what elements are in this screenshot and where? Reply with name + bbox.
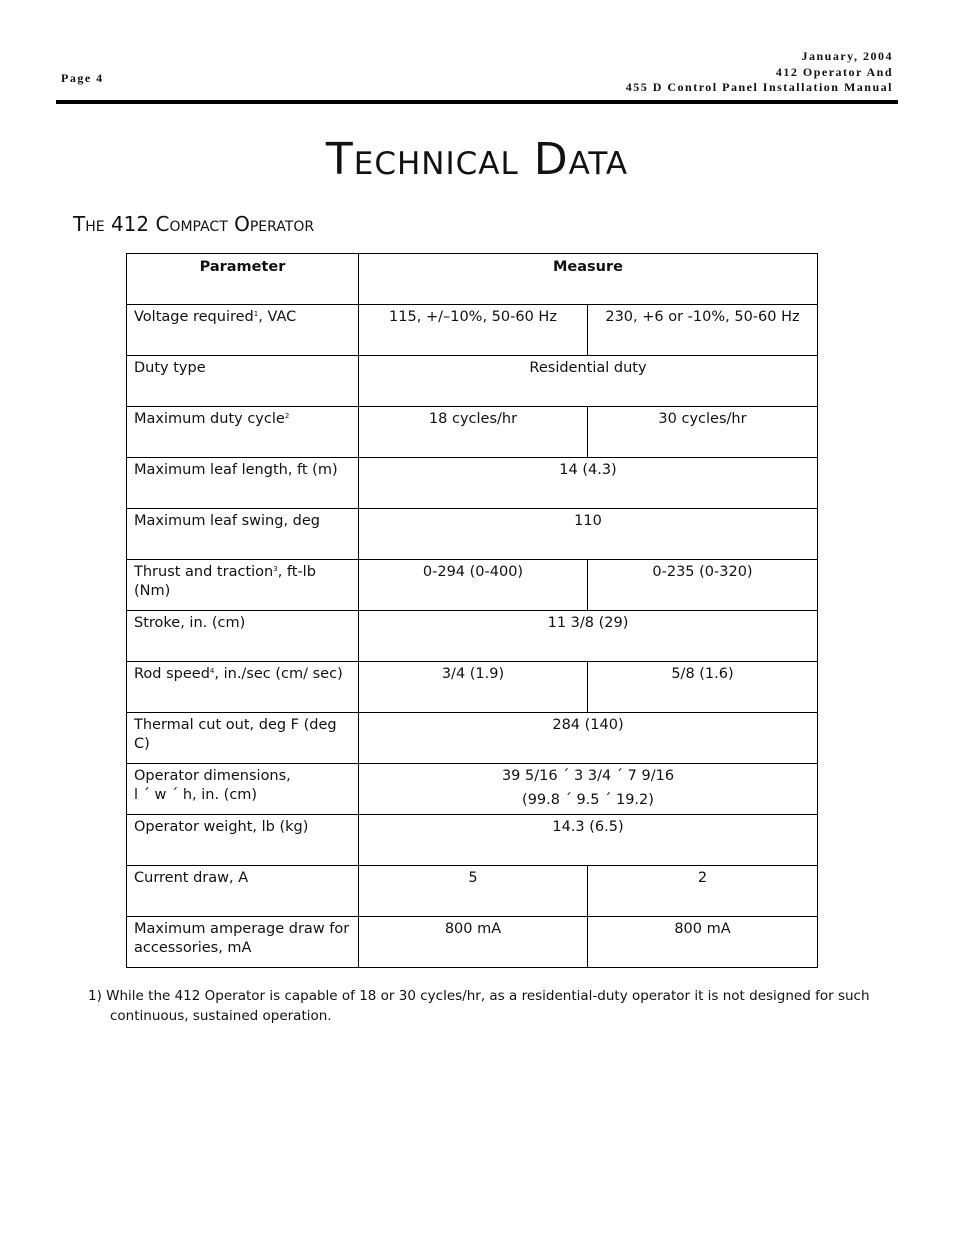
table-row	[127, 356, 818, 407]
parameter-label-suffix: , ft-lb (Nm)	[134, 564, 316, 599]
parameter-label: Maximum duty cycle	[134, 411, 285, 427]
parameter-label: Maximum amperage draw for accessories, mA	[134, 921, 350, 956]
measure-value: 0-235 (0-320)	[652, 564, 753, 580]
measure-value: 14 (4.3)	[559, 462, 617, 478]
table-row	[127, 305, 818, 356]
page-title: Technical Data	[325, 134, 629, 185]
footnote-ref: 2	[284, 412, 290, 420]
parameter-label: Maximum leaf swing, deg	[134, 513, 320, 529]
measure-value: 3/4 (1.9)	[441, 666, 505, 682]
parameter-cell	[127, 662, 359, 713]
parameter-cell	[127, 356, 359, 407]
table-row	[127, 509, 818, 560]
measure-cell	[359, 764, 818, 815]
footnote-ref: 4	[209, 667, 215, 675]
technical-data-table	[126, 253, 818, 968]
measure-cell	[588, 866, 818, 917]
measure-value: Residential duty	[529, 360, 647, 376]
parameter-label: Maximum leaf length, ft (m)	[134, 462, 338, 478]
measure-value: 110	[574, 513, 602, 529]
parameter-cell	[127, 917, 359, 968]
measure-value: 2	[697, 870, 708, 886]
parameter-label: Voltage required	[134, 309, 254, 325]
measure-cell	[359, 560, 588, 611]
measure-value: 5	[468, 870, 478, 886]
table-row	[127, 662, 818, 713]
measure-cell	[588, 407, 818, 458]
header-measure: Measure	[359, 254, 818, 305]
measure-cell	[588, 560, 818, 611]
parameter-label: Operator dimensions,	[134, 768, 291, 784]
page-number: Page 4	[61, 71, 104, 85]
parameter-label-line2: l ´ w ´ h, in. (cm)	[134, 787, 258, 803]
footnote: 1) While the 412 Operator is capable of 18 or 30 cycles/hr, as a residential-duty operator it is not designed for such continuous, sustained operation.	[88, 988, 870, 1024]
table-row	[127, 458, 818, 509]
table-row	[127, 407, 818, 458]
measure-cell	[359, 305, 588, 356]
parameter-label-suffix: , VAC	[258, 309, 297, 325]
parameter-label: Duty type	[134, 360, 206, 376]
measure-value: 800 mA	[444, 921, 502, 937]
measure-cell	[359, 662, 588, 713]
section-title: The 412 Compact Operator	[73, 212, 315, 236]
parameter-cell	[127, 407, 359, 458]
footnote-ref: 3	[273, 565, 278, 573]
measure-value: 14.3 (6.5)	[552, 819, 624, 835]
measure-value: 39 5/16 ´ 3 3/4 ´ 7 9/16	[501, 768, 675, 784]
measure-value: 230, +6 or -10%, 50-60 Hz	[605, 309, 800, 325]
table-row	[127, 713, 818, 764]
table-header-row	[127, 254, 818, 305]
measure-value: 800 mA	[674, 921, 731, 937]
measure-cell	[359, 509, 818, 560]
table-row	[127, 917, 818, 968]
measure-cell	[588, 662, 818, 713]
parameter-label: Thermal cut out, deg F (deg C)	[134, 717, 337, 752]
measure-cell	[359, 356, 818, 407]
header-rule	[56, 100, 898, 104]
table-row	[127, 611, 818, 662]
measure-cell	[359, 407, 588, 458]
table-row	[127, 560, 818, 611]
parameter-label-suffix: , in./sec (cm/ sec)	[214, 666, 343, 682]
measure-value: 18 cycles/hr	[428, 411, 518, 427]
parameter-cell	[127, 560, 359, 611]
measure-value: 0-294 (0-400)	[422, 564, 524, 580]
parameter-label: Stroke, in. (cm)	[134, 615, 246, 631]
measure-value: 11 3/8 (29)	[547, 615, 629, 631]
table-body	[127, 305, 818, 968]
parameter-cell	[127, 815, 359, 866]
parameter-cell	[127, 305, 359, 356]
header-date: January, 2004	[801, 49, 893, 63]
measure-value-line2: (99.8 ´ 9.5 ´ 19.2)	[522, 792, 654, 808]
measure-value: 30 cycles/hr	[658, 411, 747, 427]
running-header	[626, 49, 893, 96]
parameter-cell	[127, 764, 359, 815]
measure-value: 284 (140)	[552, 717, 624, 733]
parameter-label: Thrust and traction	[134, 564, 274, 580]
measure-cell	[359, 917, 588, 968]
header-doc-line1: 412 Operator And	[775, 64, 893, 79]
measure-cell	[359, 458, 818, 509]
measure-cell	[588, 305, 818, 356]
measure-cell	[359, 866, 588, 917]
parameter-label: Rod speed	[134, 666, 210, 682]
parameter-cell	[127, 713, 359, 764]
parameter-cell	[127, 866, 359, 917]
measure-cell	[359, 611, 818, 662]
footnote-ref: 1	[253, 310, 259, 318]
table-row	[127, 815, 818, 866]
measure-cell	[359, 713, 818, 764]
table-row	[127, 764, 818, 815]
measure-value: 115, +/–10%, 50-60 Hz	[389, 309, 557, 325]
table-row	[127, 866, 818, 917]
measure-cell	[588, 917, 818, 968]
parameter-cell	[127, 458, 359, 509]
measure-value: 5/8 (1.6)	[671, 666, 734, 682]
header-parameter: Parameter	[127, 254, 359, 305]
parameter-cell	[127, 611, 359, 662]
parameter-cell	[127, 509, 359, 560]
parameter-label: Current draw, A	[134, 870, 249, 886]
header-doc-line2: 455 D Control Panel Installation Manual	[625, 80, 893, 94]
parameter-label: Operator weight, lb (kg)	[134, 819, 309, 835]
measure-cell	[359, 815, 818, 866]
